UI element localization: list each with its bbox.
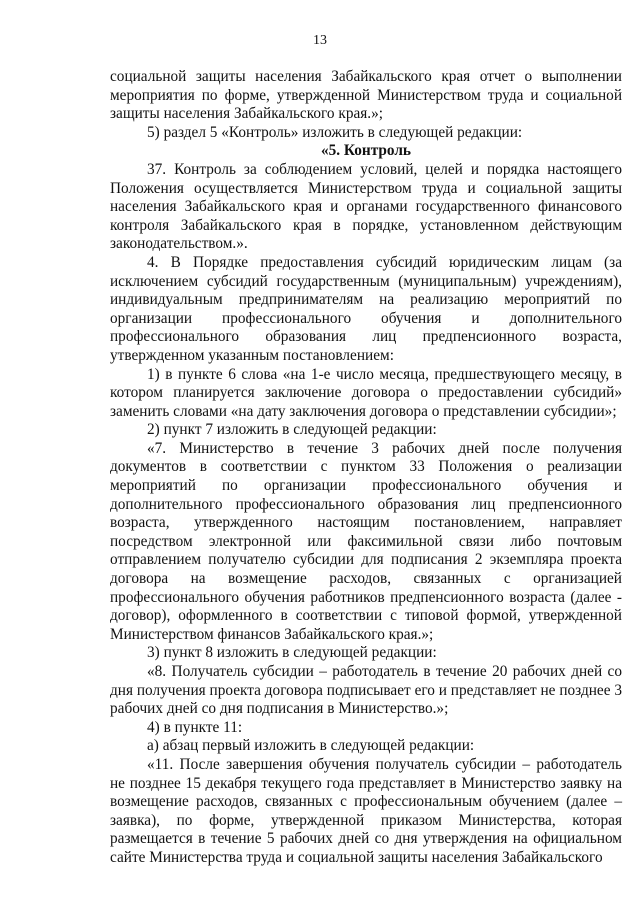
paragraph-clause-11: «11. После завершения обучения получатель субсидии – работодатель не позднее 15 декабря текущего года представляет в Министерство заявку на возмещение расходов, связанных с профессиональным обучением (далее – заявка), по форме, утвержденной приказом Министерства, которая размещается в течение 5 рабочих дней со дня утверждения на официальном сайте Министерства труда и социальной защиты населения Забайкальского (110, 755, 622, 866)
paragraph-continuation: социальной защиты населения Забайкальского края отчет о выполнении мероприятия по форме, утвержденной Министерством труда и социальной защиты населения Забайкальского края.»; (110, 68, 622, 123)
paragraph-item-4-order: 4. В Порядке предоставления субсидий юридическим лицам (за исключением субсидий государственным (муниципальным) учреждениям), индивидуальным предпринимателям на реализацию мероприятий по организации профессионального обучения и дополнительного профессионального образования лиц предпенсионного возраста, утвержденном указанным постановлением: (110, 253, 622, 364)
paragraph-subitem-2: 2) пункт 7 изложить в следующей редакции: (147, 421, 437, 439)
paragraph-clause-37: 37. Контроль за соблюдением условий, целей и порядка настоящего Положения осуществляется Министерством труда и социальной защиты населения Забайкальского края и органами государственного финансового контроля Забайкальского края в порядке, установленном действующим законодательством.». (110, 160, 622, 253)
paragraph-clause-8: «8. Получатель субсидии – работодатель в течение 20 рабочих дней со дня получения проекта договора подписывает его и представляет не позднее 3 рабочих дней со дня подписания в Министерство.»; (110, 663, 622, 718)
paragraph-subitem-a: а) абзац первый изложить в следующей редакции: (147, 737, 475, 755)
paragraph-subitem-3: 3) пункт 8 изложить в следующей редакции: (147, 644, 437, 662)
section-heading-control: «5. Контроль (320, 142, 412, 160)
document-body (110, 68, 622, 868)
paragraph-subitem-4: 4) в пункте 11: (147, 718, 243, 736)
paragraph-item-5: 5) раздел 5 «Контроль» изложить в следующей редакции: (147, 123, 523, 141)
page-number: 13 (313, 33, 327, 48)
paragraph-subitem-1: 1) в пункте 6 слова «на 1-е число месяца, предшествующего месяцу, в котором планируется заключение договора о предоставлении субсидий» заменить словами «на дату заключения договора о представлении субсидии»; (110, 365, 622, 420)
paragraph-clause-7: «7. Министерство в течение 3 рабочих дней после получения документов в соответствии с пунктом 33 Положения о реализации мероприятий по организации профессионального обучения и дополнительного профессионального образования лиц предпенсионного возраста, утвержденного настоящим постановлением, направляет посредством электронной или факсимильной связи либо почтовым отправлением получателю субсидии для подписания 2 экземпляра проекта договора на возмещение расходов, связанных с организацией профессионального обучения работников предпенсионного возраста (далее - договор), оформленного в соответствии с типовой формой, утвержденной Министерством финансов Забайкальского края.»; (110, 439, 622, 643)
